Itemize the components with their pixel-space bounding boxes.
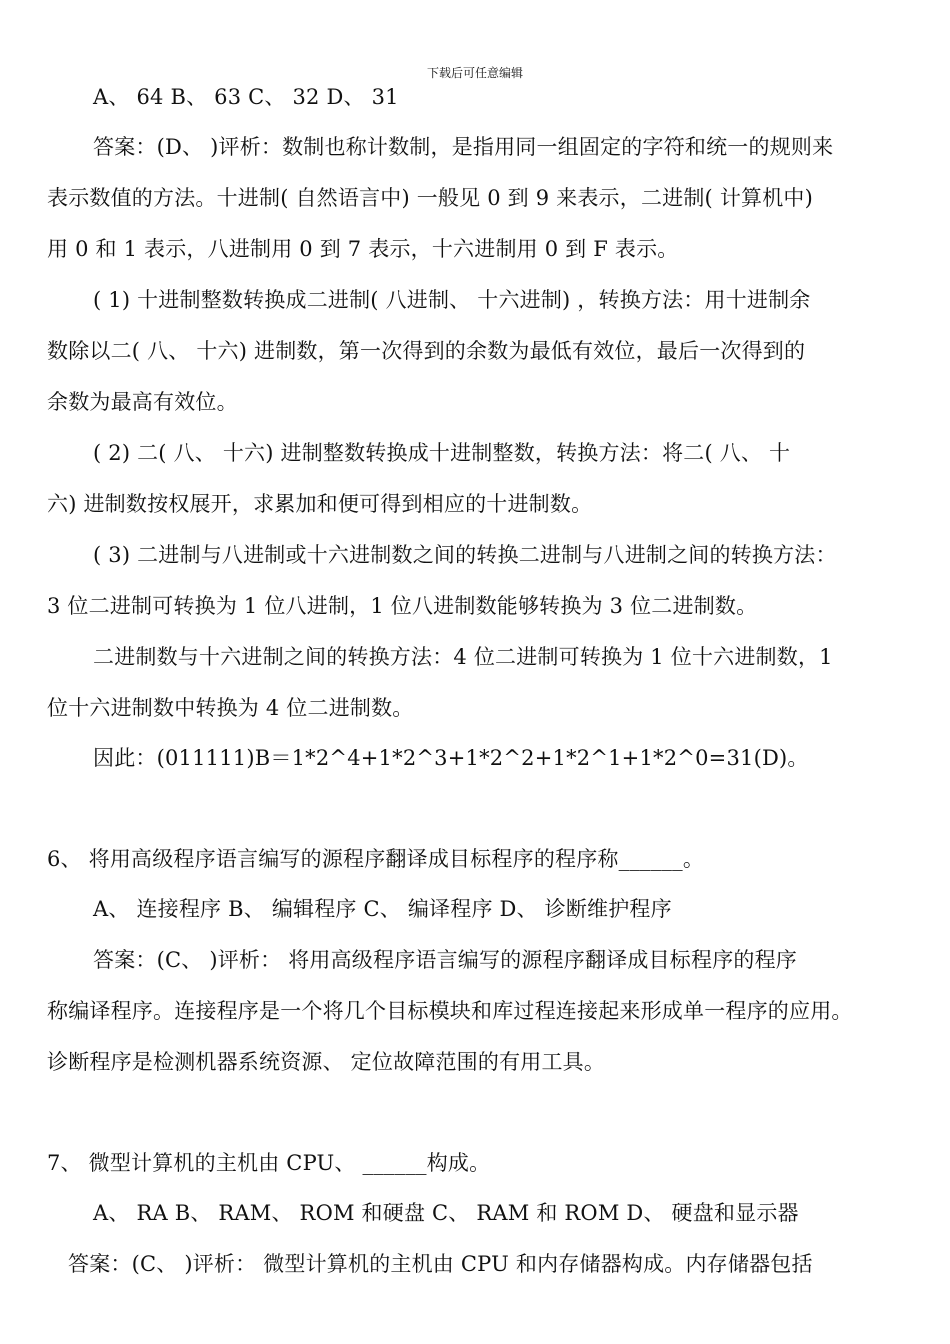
q5-hex-line-1: 二进制数与十六进制之间的转换方法：4 位二进制可转换为 1 位十六进制数，1: [93, 645, 833, 669]
q5-answer-line-1: 答案：(D、 )评析：数制也称计数制，是指用同一组固定的字符和统一的规则来: [93, 135, 834, 159]
q6-answer-line-2: 称编译程序。连接程序是一个将几个目标模块和库过程连接起来形成单一程序的应用。: [47, 999, 853, 1023]
q5-method-3-line-2: 3 位二进制可转换为 1 位八进制，1 位八进制数能够转换为 3 位二进制数。: [47, 594, 758, 618]
q5-method-3-line-1: ( 3) 二进制与八进制或十六进制数之间的转换二进制与八进制之间的转换方法：: [93, 543, 837, 567]
q7-question: 7、 微型计算机的主机由 CPU、 ______构成。: [47, 1151, 491, 1175]
page-header: 下载后可任意编辑: [426, 66, 523, 80]
q5-answer-line-3: 用 0 和 1 表示，八进制用 0 到 7 表示，十六进制用 0 到 F 表示。: [47, 237, 679, 261]
q7-options: A、 RA B、 RAM、 ROM 和硬盘 C、 RAM 和 ROM D、 硬盘和显示器: [93, 1201, 799, 1225]
q5-hex-line-2: 位十六进制数中转换为 4 位二进制数。: [47, 696, 414, 720]
q6-question: 6、 将用高级程序语言编写的源程序翻译成目标程序的程序称______。: [47, 847, 705, 871]
q6-answer-line-3: 诊断程序是检测机器系统资源、 定位故障范围的有用工具。: [47, 1050, 606, 1074]
q5-answer-line-2: 表示数值的方法。十进制( 自然语言中) 一般见 0 到 9 来表示，二进制( 计算机中): [47, 186, 814, 210]
q5-method-1-line-1: ( 1) 十进制整数转换成二进制( 八进制、 十六进制) ，转换方法：用十进制余: [93, 288, 811, 312]
q5-method-2-line-1: ( 2) 二( 八、 十六) 进制整数转换成十进制整数，转换方法：将二( 八、 十: [93, 441, 791, 465]
q6-answer-line-1: 答案：(C、 )评析： 将用高级程序语言编写的源程序翻译成目标程序的程序: [93, 948, 798, 972]
q5-conclusion: 因此：(011111)B＝1*2^4+1*2^3+1*2^2+1*2^1+1*2^0=31(D)。: [93, 746, 809, 770]
q6-options: A、 连接程序 B、 编辑程序 C、 编译程序 D、 诊断维护程序: [93, 897, 672, 921]
q5-options: A、 64 B、 63 C、 32 D、 31: [93, 85, 399, 109]
q5-method-2-line-2: 六) 进制数按权展开，求累加和便可得到相应的十进制数。: [47, 492, 593, 516]
q5-method-1-line-2: 数除以二( 八、 十六) 进制数，第一次得到的余数为最低有效位，最后一次得到的: [47, 339, 806, 363]
q5-method-1-line-3: 余数为最高有效位。: [47, 390, 238, 414]
q7-answer-line-1: 答案：(C、 )评析： 微型计算机的主机由 CPU 和内存储器构成。内存储器包括: [68, 1252, 813, 1276]
